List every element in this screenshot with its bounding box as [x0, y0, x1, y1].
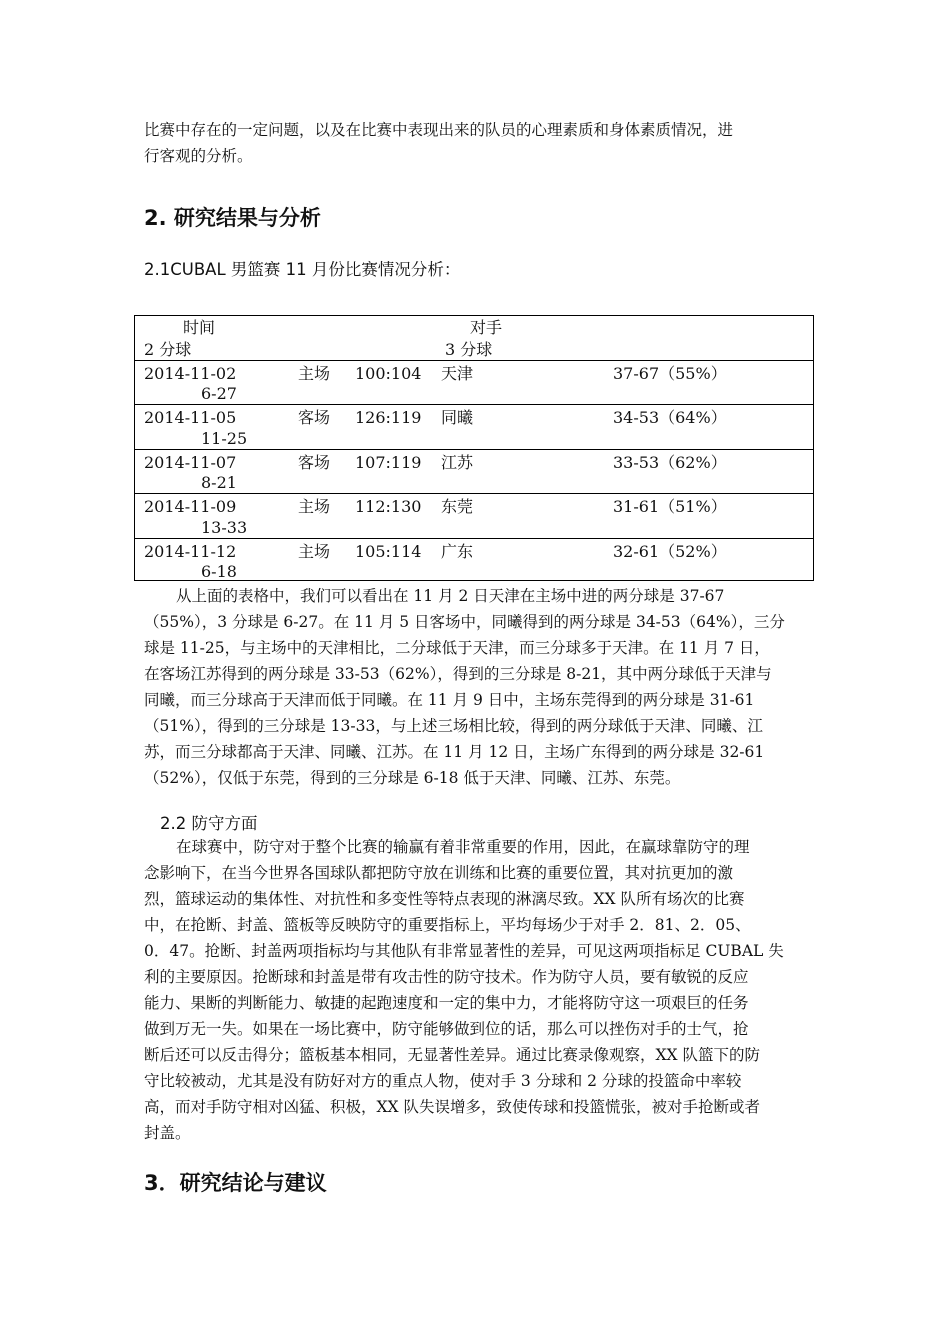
- header-three-point: 3 分球: [445, 340, 493, 359]
- table-header-row: [135, 316, 813, 361]
- intro-line: 比赛中存在的一定问题，以及在比赛中表现出来的队员的心理素质和身体素质情况，进: [144, 121, 734, 139]
- row-three-point: 13-33: [201, 518, 248, 537]
- defense-line: 0．47。抢断、封盖两项指标均与其他队有非常显著性的差异，可见这两项指标足 CUBAL 失: [144, 942, 784, 960]
- header-two-point: 2 分球: [144, 340, 192, 359]
- row-two-point: 33-53（62%）: [613, 453, 727, 472]
- row-venue: 客场: [298, 453, 331, 472]
- table-row: [135, 539, 813, 581]
- analysis-line: 在客场江苏得到的两分球是 33-53（62%），得到的三分球是 8-21，其中两分球低于天津与: [144, 665, 772, 683]
- section-2-2-heading: 2.2 防守方面: [160, 814, 258, 833]
- analysis-line: 苏，而三分球都高于天津、同曦、江苏。在 11 月 12 日，主场广东得到的两分球是 32-61: [144, 743, 765, 761]
- defense-line: 在球赛中，防守对于整个比赛的输赢有着非常重要的作用，因此，在赢球靠防守的理: [176, 838, 750, 856]
- row-venue: 主场: [298, 542, 331, 561]
- row-three-point: 6-18: [201, 562, 237, 581]
- row-date: 2014-11-02: [144, 364, 237, 383]
- row-score: 100:104: [355, 364, 422, 383]
- defense-line: 做到万无一失。如果在一场比赛中，防守能够做到位的话，那么可以挫伤对手的士气，抢: [144, 1020, 749, 1038]
- row-three-point: 8-21: [201, 473, 237, 492]
- defense-line: 利的主要原因。抢断球和封盖是带有攻击性的防守技术。作为防守人员，要有敏锐的反应: [144, 968, 749, 986]
- row-date: 2014-11-05: [144, 408, 237, 427]
- row-score: 105:114: [355, 542, 422, 561]
- table-row: [135, 494, 813, 539]
- row-score: 112:130: [355, 497, 422, 516]
- header-opponent: 对手: [470, 318, 503, 337]
- table-row: [135, 450, 813, 494]
- row-score: 107:119: [355, 453, 422, 472]
- row-two-point: 31-61（51%）: [613, 497, 727, 516]
- analysis-line: 球是 11-25，与主场中的天津相比，二分球低于天津，而三分球多于天津。在 11 月 7 日，: [144, 639, 770, 657]
- intro-paragraph: [144, 117, 812, 169]
- defense-line: 能力、果断的判断能力、敏捷的起跑速度和一定的集中力，才能将防守这一项艰巨的任务: [144, 994, 749, 1012]
- intro-line: 行客观的分析。: [144, 147, 253, 165]
- row-venue: 主场: [298, 364, 331, 383]
- row-two-point: 37-67（55%）: [613, 364, 727, 383]
- row-venue: 主场: [298, 497, 331, 516]
- defense-line: 中，在抢断、封盖、篮板等反映防守的重要指标上，平均每场少于对手 2．81、2．05、: [144, 916, 751, 934]
- section-2-1-heading: 2.1CUBAL 男篮赛 11 月份比赛情况分析：: [144, 260, 461, 279]
- match-table: [134, 315, 814, 581]
- defense-line: 念影响下，在当今世界各国球队都把防守放在训练和比赛的重要位置，其对抗更加的激: [144, 864, 734, 882]
- table-row: [135, 405, 813, 450]
- row-opponent: 同曦: [441, 408, 474, 427]
- defense-line: 封盖。: [144, 1124, 191, 1142]
- analysis-line: 同曦，而三分球高于天津而低于同曦。在 11 月 9 日中，主场东莞得到的两分球是 31-61: [144, 691, 755, 709]
- section-3-heading: 3．研究结论与建议: [144, 1171, 327, 1195]
- row-score: 126:119: [355, 408, 422, 427]
- row-opponent: 广东: [441, 542, 474, 561]
- row-opponent: 江苏: [441, 453, 474, 472]
- analysis-line: 从上面的表格中，我们可以看出在 11 月 2 日天津在主场中进的两分球是 37-67: [176, 587, 725, 605]
- defense-paragraph: [144, 834, 812, 1146]
- row-three-point: 6-27: [201, 384, 237, 403]
- section-2-heading: 2. 研究结果与分析: [144, 206, 321, 230]
- defense-line: 守比较被动，尤其是没有防好对方的重点人物，使对手 3 分球和 2 分球的投篮命中率较: [144, 1072, 742, 1090]
- analysis-paragraph: [144, 583, 812, 791]
- row-three-point: 11-25: [201, 429, 248, 448]
- analysis-line: （51%），得到的三分球是 13-33，与上述三场相比较，得到的两分球低于天津、同曦、江: [144, 717, 763, 735]
- header-time: 时间: [183, 318, 216, 337]
- row-two-point: 32-61（52%）: [613, 542, 727, 561]
- row-date: 2014-11-07: [144, 453, 237, 472]
- defense-line: 高，而对手防守相对凶猛、积极，XX 队失误增多，致使传球和投篮慌张，被对手抢断或者: [144, 1098, 760, 1116]
- row-date: 2014-11-12: [144, 542, 237, 561]
- defense-line: 烈，篮球运动的集体性、对抗性和多变性等特点表现的淋漓尽致。XX 队所有场次的比赛: [144, 890, 745, 908]
- row-two-point: 34-53（64%）: [613, 408, 727, 427]
- row-opponent: 东莞: [441, 497, 474, 516]
- row-venue: 客场: [298, 408, 331, 427]
- table-row: [135, 361, 813, 405]
- analysis-line: （52%），仅低于东莞，得到的三分球是 6-18 低于天津、同曦、江苏、东莞。: [144, 769, 681, 787]
- row-date: 2014-11-09: [144, 497, 237, 516]
- defense-line: 断后还可以反击得分；篮板基本相同，无显著性差异。通过比赛录像观察，XX 队篮下的防: [144, 1046, 760, 1064]
- analysis-line: （55%），3 分球是 6-27。在 11 月 5 日客场中，同曦得到的两分球是 34-53（64%），三分: [144, 613, 785, 631]
- row-opponent: 天津: [441, 364, 474, 383]
